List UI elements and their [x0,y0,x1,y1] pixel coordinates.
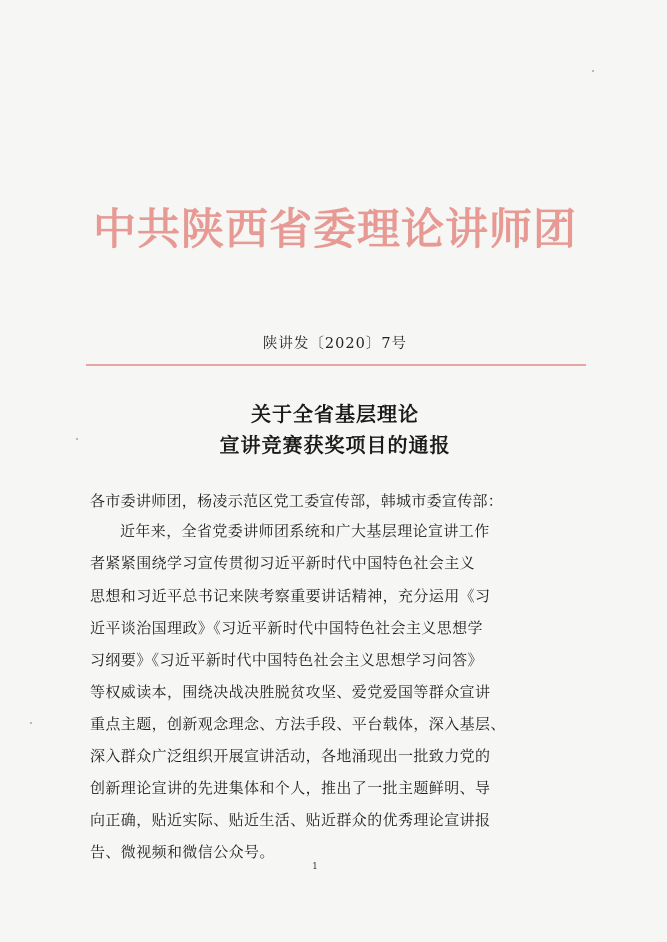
red-divider-line [86,364,586,366]
body-text-line: 思想和习近平总书记来陕考察重要讲话精神，充分运用《习 [90,587,491,605]
scan-speck [30,722,32,724]
body-text-line: 创新理论宣讲的先进集体和个人，推出了一批主题鲜明、导 [90,779,491,797]
body-text-line: 向正确，贴近实际、贴近生活、贴近群众的优秀理论宣讲报 [90,811,491,829]
body-text-line: 告、微视频和微信公众号。 [90,843,275,861]
body-text-line: 者紧紧围绕学习宣传贯彻习近平新时代中国特色社会主义 [90,554,476,572]
document-number: 陕讲发〔2020〕7号 [262,336,408,352]
body-text-line: 近平谈治国理政》《习近平新时代中国特色社会主义思想学 [90,619,483,637]
document-title-line-1: 关于全省基层理论 [251,402,419,426]
scan-speck [76,438,78,440]
body-text-line: 习纲要》《习近平新时代中国特色社会主义思想学习问答》 [90,651,483,669]
body-text-line: 等权威读本，围绕决战决胜脱贫攻坚、爱党爱国等群众宣讲 [90,683,491,701]
body-text-line: 近年来，全省党委讲师团系统和广大基层理论宣讲工作 [120,522,490,540]
document-title-line-2: 宣讲竞赛获奖项目的通报 [219,433,451,457]
page-number: 1 [312,862,318,872]
body-text-line: 深入群众广泛组织开展宣讲活动，各地涌现出一批致力党的 [90,747,491,765]
addressee-line: 各市委讲师团，杨凌示范区党工委宣传部，韩城市委宣传部： [90,492,504,510]
red-header-organization: 中共陕西省委理论讲师团 [93,205,577,255]
body-text-line: 重点主题，创新观念理念、方法手段、平台载体，深入基层、 [90,715,506,733]
scan-speck [592,70,594,72]
